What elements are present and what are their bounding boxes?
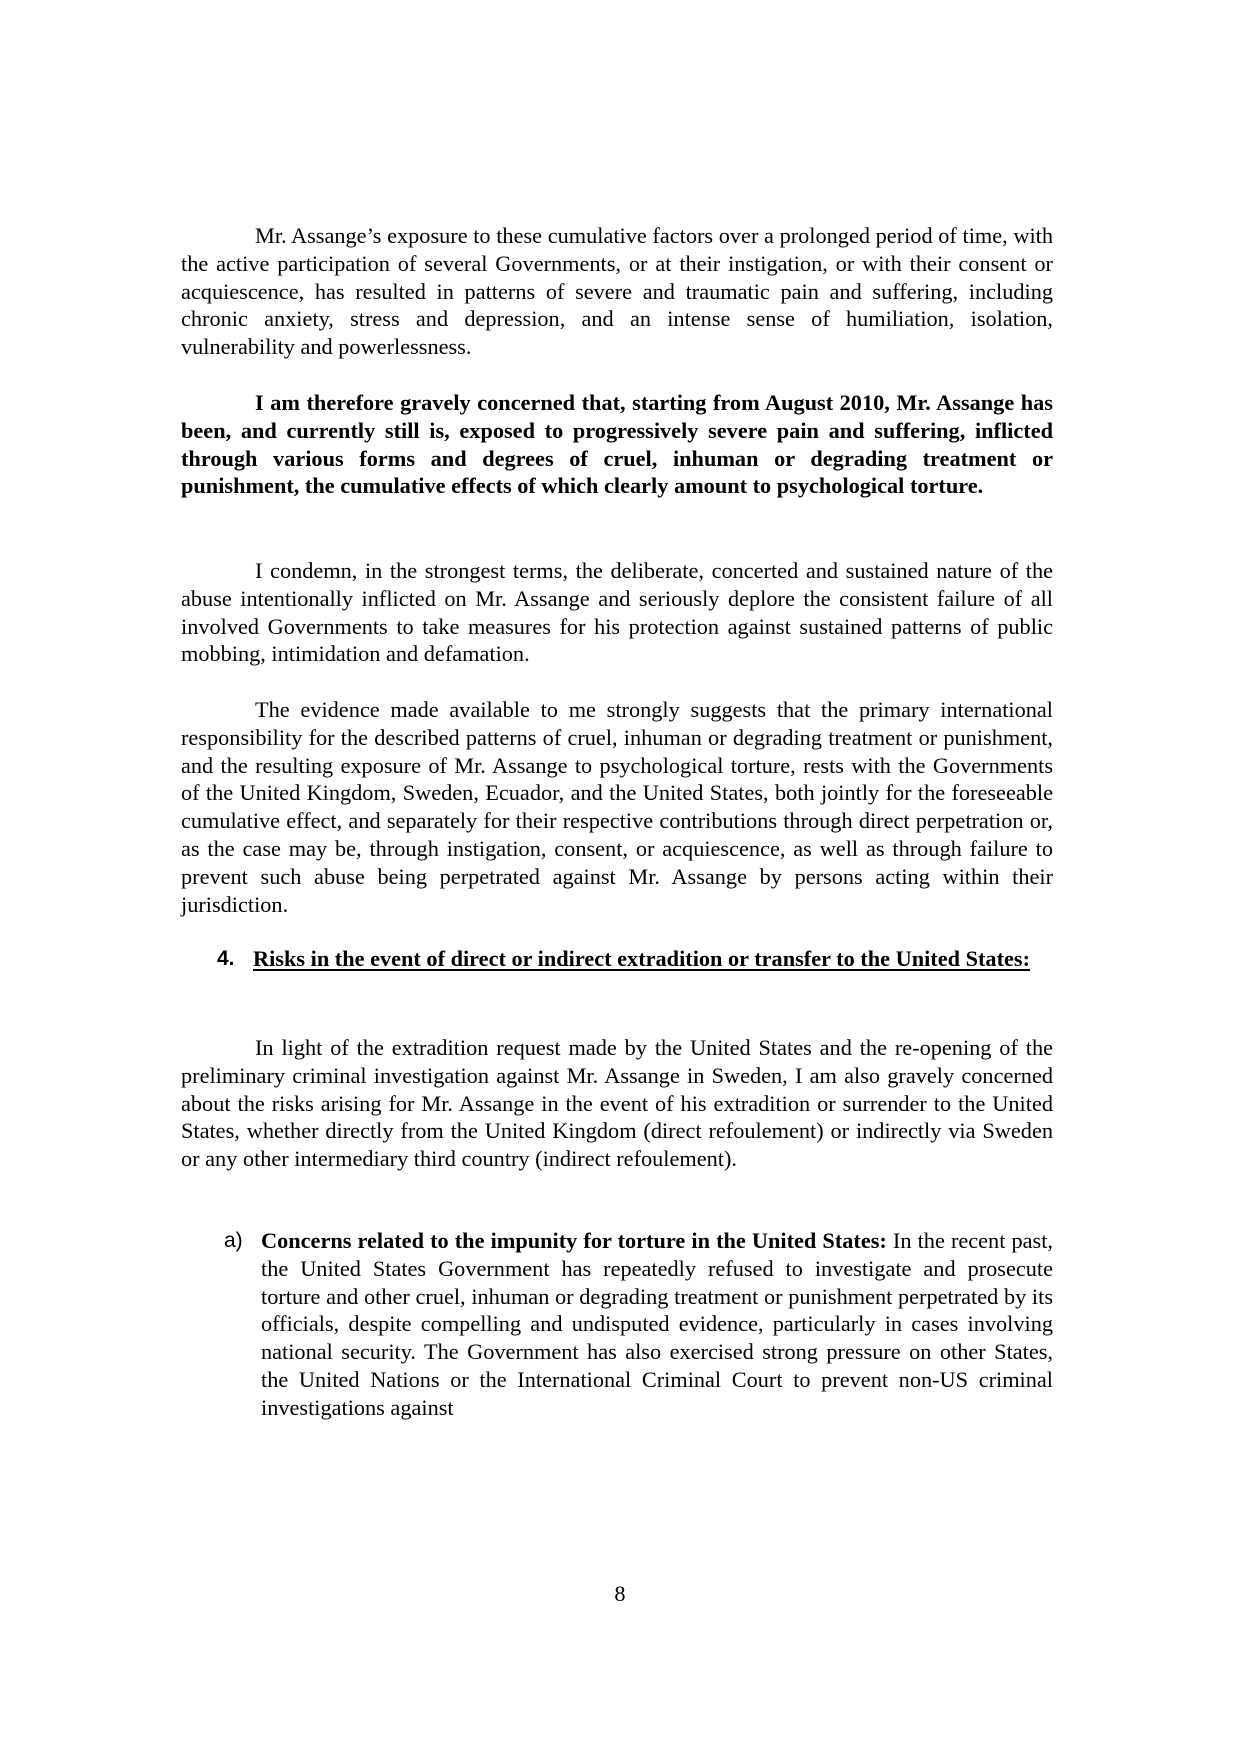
list-item-lead: Concerns related to the impunity for torture in the United States: xyxy=(261,1228,887,1253)
list-item-label: a) xyxy=(224,1229,243,1252)
paragraph-cumulative-factors: Mr. Assange’s exposure to these cumulative factors over a prolonged period of time, with the active participation of several Governments, or at their instigation, or with their consent or acquiescence, has resulted in patterns of severe and traumatic pain and suffering, including chronic anxiety, stress and depression, and an intense sense of humiliation, isolation, vulnerability and powerlessness. xyxy=(181,223,1053,360)
section-heading-text: Risks in the event of direct or indirect extradition or transfer to the United States: xyxy=(253,946,1030,971)
section-heading-number: 4. xyxy=(217,947,235,970)
paragraph-grave-concern: I am therefore gravely concerned that, starting from August 2010, Mr. Assange has been, and currently still is, exposed to progressively severe pain and suffering, inflicted through various forms and degrees of cruel, inhuman or degrading treatment or punishment, the cumulative effects of which clearly amount to psychological torture. xyxy=(181,390,1053,499)
paragraph-condemnation: I condemn, in the strongest terms, the deliberate, concerted and sustained nature of the abuse intentionally inflicted on Mr. Assange and seriously deplore the consistent failure of all involved Governments to take measures for his protection against sustained patterns of public mobbing, intimidation and defamation. xyxy=(181,558,1053,667)
paragraph-state-responsibility: The evidence made available to me strongly suggests that the primary international responsibility for the described patterns of cruel, inhuman or degrading treatment or punishment, and the resulting exposure of Mr. Assange to psychological torture, rests with the Governments of the United Kingdom, Sweden, Ecuador, and the United States, both jointly for the foreseeable cumulative effect, and separately for their respective contributions through direct perpetration or, as the case may be, through instigation, consent, or acquiescence, as well as through failure to prevent such abuse being perpetrated against Mr. Assange by persons acting within their jurisdiction. xyxy=(181,697,1053,917)
list-item-body xyxy=(261,1227,1053,1422)
section-heading xyxy=(217,945,1053,973)
page-number: 8 xyxy=(614,1581,626,1606)
list-item-impunity xyxy=(224,1227,1053,1422)
paragraph-extradition-risk: In light of the extradition request made by the United States and the re-opening of the preliminary criminal investigation against Mr. Assange in Sweden, I am also gravely concerned about the risks arising for Mr. Assange in the event of his extradition or surrender to the United States, whether directly from the United Kingdom (direct refoulement) or indirectly via Sweden or any other intermediary third country (indirect refoulement). xyxy=(181,1035,1053,1172)
list-item-text: In the recent past, the United States Government has repeatedly refused to investigate and prosecute torture and other cruel, inhuman or degrading treatment or punishment perpetrated by its officials, despite compelling and undisputed evidence, particularly in cases involving national security. The Government has also exercised strong pressure on other States, the United Nations or the International Criminal Court to prevent non-US criminal investigations against xyxy=(261,1228,1053,1420)
